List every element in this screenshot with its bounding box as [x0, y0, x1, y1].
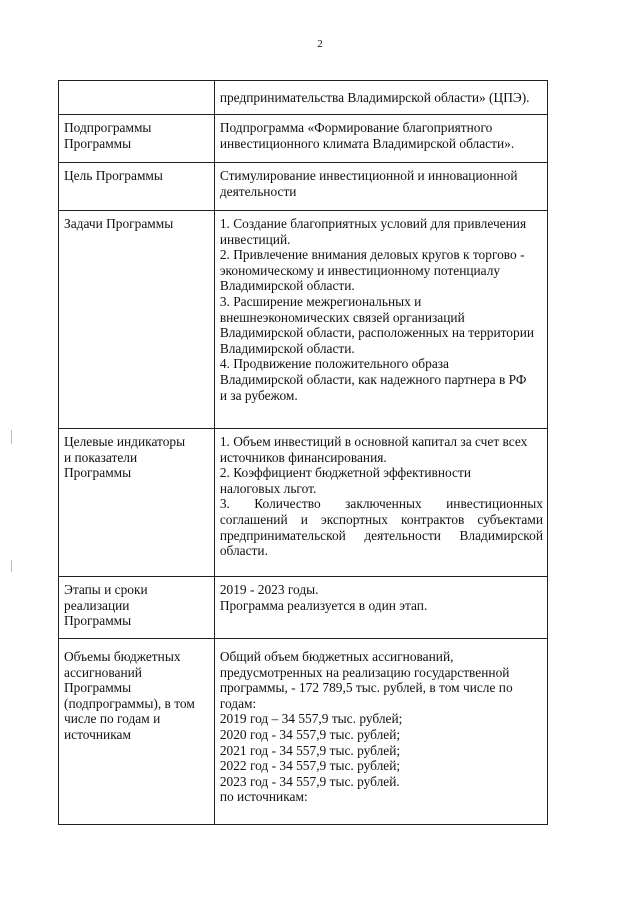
row-value — [214, 81, 547, 115]
value-line: соглашений и экспортных контрактов субъектами — [219, 511, 543, 527]
value-line: Подпрограмма «Формирование благоприятного — [219, 120, 493, 135]
table-row — [59, 577, 548, 639]
value-line: предпринимательства Владимирской области» (ЦПЭ). — [219, 90, 530, 105]
value-line: источников финансирования. — [219, 449, 387, 465]
value-line: Общий объем бюджетных ассигнований, — [219, 649, 454, 664]
value-line: 2019 год – 34 557,9 тыс. рублей; — [219, 711, 403, 727]
value-line: области. — [219, 543, 268, 559]
value-line: внешнеэкономических связей организаций — [219, 309, 465, 325]
value-line: предпринимательской деятельности Владимирской — [219, 527, 543, 543]
value-line: 2020 год - 34 557,9 тыс. рублей; — [219, 726, 401, 742]
value-line: по источникам: — [219, 789, 308, 805]
value-line: и за рубежом. — [219, 387, 298, 403]
row-label: Этапы и сроки реализации Программы — [59, 577, 215, 639]
value-line: 1. Объем инвестиций в основной капитал за счет всех — [219, 434, 528, 449]
program-passport-table — [58, 80, 548, 825]
row-value — [214, 429, 547, 577]
row-label: Объемы бюджетных ассигнований Программы (подпрограммы), в том числе по годам и источникам — [59, 639, 215, 825]
value-line: 2023 год - 34 557,9 тыс. рублей. — [219, 773, 400, 789]
value-line: налоговых льгот. — [219, 480, 317, 496]
value-line: 1. Создание благоприятных условий для привлечения — [219, 216, 527, 231]
value-line: инвестиций. — [219, 231, 291, 247]
table-row — [59, 429, 548, 577]
value-line: экономическому и инвестиционному потенциалу — [219, 262, 501, 278]
row-value — [214, 639, 547, 825]
value-line: 2021 год - 34 557,9 тыс. рублей; — [219, 742, 401, 758]
table-row — [59, 211, 548, 429]
row-value — [214, 163, 547, 211]
value-line: 2. Коэффициент бюджетной эффективности — [219, 465, 471, 481]
row-value — [214, 211, 547, 429]
value-line: Программа реализуется в один этап. — [219, 597, 428, 613]
row-label: Целевые индикаторы и показатели Программы — [59, 429, 215, 577]
value-line: 4. Продвижение положительного образа — [219, 356, 449, 372]
table-row — [59, 81, 548, 115]
value-line: Владимирской области. — [219, 278, 355, 294]
value-line: Владимирской области, как надежного партнера в РФ — [219, 371, 527, 387]
value-line: годам: — [219, 695, 257, 711]
value-line: предусмотренных на реализацию государственной — [219, 664, 510, 680]
value-line: 3. Количество заключенных инвестиционных — [219, 496, 543, 512]
value-line: инвестиционного климата Владимирской области». — [219, 135, 515, 151]
row-value — [214, 577, 547, 639]
value-line: Стимулирование инвестиционной и инновационной — [219, 168, 518, 183]
row-value — [214, 115, 547, 163]
scan-margin-mark — [11, 430, 12, 444]
value-line: деятельности — [219, 183, 297, 199]
row-label: Задачи Программы — [59, 211, 215, 429]
value-line: 3. Расширение межрегиональных и — [219, 293, 422, 309]
value-line: Владимирской области. — [219, 340, 355, 356]
scan-margin-mark — [11, 560, 12, 572]
value-line: 2022 год - 34 557,9 тыс. рублей; — [219, 758, 401, 774]
value-line: Владимирской области, расположенных на территории — [219, 325, 535, 341]
row-label: Цель Программы — [59, 163, 215, 211]
page-number: 2 — [317, 38, 323, 50]
value-line: 2019 - 2023 годы. — [219, 582, 319, 597]
table-row — [59, 163, 548, 211]
value-line: программы, - 172 789,5 тыс. рублей, в том числе по — [219, 680, 513, 696]
value-line: 2. Привлечение внимания деловых кругов к торгово - — [219, 247, 525, 263]
row-label — [59, 81, 215, 115]
row-label: Подпрограммы Программы — [59, 115, 215, 163]
table-row — [59, 115, 548, 163]
table-row — [59, 639, 548, 825]
